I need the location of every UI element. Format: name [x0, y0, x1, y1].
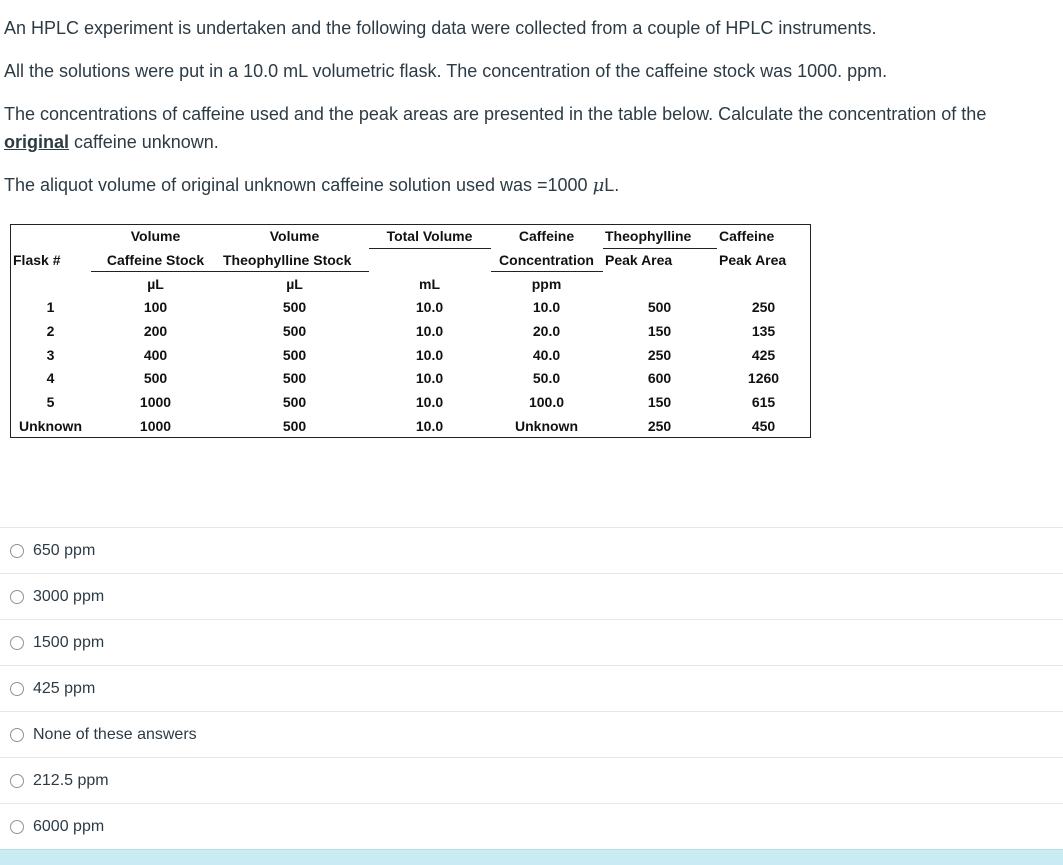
- header-cell: ppm: [491, 272, 603, 296]
- table-cell: 615: [717, 390, 811, 414]
- table-cell: 250: [717, 296, 811, 320]
- bottom-bar: [0, 849, 1063, 865]
- table-cell: 10.0: [369, 319, 491, 343]
- table-cell: 10.0: [491, 296, 603, 320]
- answer-list: [0, 527, 1063, 849]
- table-cell: 400: [91, 343, 221, 367]
- radio-button[interactable]: [10, 682, 24, 696]
- answer-option[interactable]: [0, 757, 1063, 803]
- table-cell: 600: [603, 367, 717, 391]
- table-cell: 200: [91, 319, 221, 343]
- table-cell: 250: [603, 414, 717, 438]
- table-cell: 500: [221, 343, 369, 367]
- answer-option[interactable]: [0, 527, 1063, 573]
- header-cell: Caffeine Stock: [91, 248, 221, 272]
- header-cell: [11, 272, 91, 296]
- header-cell: Flask #: [11, 248, 91, 272]
- table-cell: 425: [717, 343, 811, 367]
- table-cell: 1000: [91, 414, 221, 438]
- header-cell: µL: [221, 272, 369, 296]
- question-paragraph-1: An HPLC experiment is undertaken and the following data were collected from a couple of HPLC instruments.: [4, 18, 877, 38]
- table-cell: 1000: [91, 390, 221, 414]
- header-cell: mL: [369, 272, 491, 296]
- table-cell: 500: [221, 390, 369, 414]
- header-cell: Volume: [221, 225, 369, 249]
- header-cell: Caffeine: [491, 225, 603, 249]
- question-paragraph-4: [4, 171, 1054, 200]
- header-cell: Caffeine: [717, 225, 811, 249]
- header-cell: µL: [91, 272, 221, 296]
- radio-button[interactable]: [10, 728, 24, 742]
- table-cell: 135: [717, 319, 811, 343]
- answer-label[interactable]: 6000 ppm: [33, 817, 105, 835]
- table-cell: 500: [221, 367, 369, 391]
- table-cell: 500: [221, 296, 369, 320]
- answer-label[interactable]: None of these answers: [33, 725, 197, 743]
- table-cell: 500: [221, 319, 369, 343]
- table-cell: 4: [11, 367, 91, 391]
- header-cell: Theophylline Stock: [221, 248, 369, 272]
- data-table: [10, 224, 811, 438]
- question-paragraph-3-text: The concentrations of caffeine used and the peak areas are presented in the table below. Calculate the concentration of the: [4, 104, 987, 124]
- header-row-2: [11, 248, 811, 272]
- question-paragraph-4-text: The aliquot volume of original unknown caffeine solution used was =1000: [4, 175, 593, 195]
- table-cell: 5: [11, 390, 91, 414]
- header-cell: Peak Area: [603, 248, 717, 272]
- table-cell: 1: [11, 296, 91, 320]
- header-cell: Volume: [91, 225, 221, 249]
- header-cell: Concentration: [491, 248, 603, 272]
- radio-button[interactable]: [10, 774, 24, 788]
- table-cell: Unknown: [491, 414, 603, 438]
- header-cell: [11, 225, 91, 249]
- table-cell: 250: [603, 343, 717, 367]
- header-cell: [717, 272, 811, 296]
- table-cell: 500: [221, 414, 369, 438]
- header-row-3: [11, 272, 811, 296]
- radio-button[interactable]: [10, 590, 24, 604]
- answer-option[interactable]: [0, 803, 1063, 849]
- radio-button[interactable]: [10, 636, 24, 650]
- table-cell: 10.0: [369, 343, 491, 367]
- question-paragraph-4-unit: L.: [604, 175, 620, 195]
- table-cell: 150: [603, 319, 717, 343]
- table-row: [11, 390, 811, 414]
- answer-option[interactable]: [0, 711, 1063, 757]
- question-paragraph-3-end: caffeine unknown.: [69, 132, 219, 152]
- table-row: [11, 367, 811, 391]
- table-cell: 20.0: [491, 319, 603, 343]
- question-paragraph-2: All the solutions were put in a 10.0 mL volumetric flask. The concentration of the caffeine stock was 1000. ppm.: [4, 61, 888, 81]
- answer-label[interactable]: 650 ppm: [33, 541, 96, 559]
- table-row: [11, 343, 811, 367]
- radio-button[interactable]: [10, 544, 24, 558]
- table-cell: 500: [603, 296, 717, 320]
- table-row: [11, 414, 811, 438]
- table-cell: 10.0: [369, 414, 491, 438]
- table-cell: 1260: [717, 367, 811, 391]
- header-cell: Theophylline: [603, 225, 717, 249]
- table-cell: 10.0: [369, 390, 491, 414]
- table-cell: 100: [91, 296, 221, 320]
- answer-label[interactable]: 212.5 ppm: [33, 771, 109, 789]
- table-row: [11, 319, 811, 343]
- table-cell: 100.0: [491, 390, 603, 414]
- table-cell: 450: [717, 414, 811, 438]
- header-cell: Peak Area: [717, 248, 811, 272]
- answer-label[interactable]: 1500 ppm: [33, 633, 105, 651]
- question-paragraph-3: [4, 100, 1054, 156]
- table-cell: 3: [11, 343, 91, 367]
- radio-button[interactable]: [10, 820, 24, 834]
- table-cell: 150: [603, 390, 717, 414]
- answer-label[interactable]: 3000 ppm: [33, 587, 105, 605]
- table-cell: 10.0: [369, 296, 491, 320]
- answer-label[interactable]: 425 ppm: [33, 679, 96, 697]
- data-table-image: [8, 222, 816, 442]
- header-row-1: [11, 225, 811, 249]
- header-cell: [603, 272, 717, 296]
- answer-option[interactable]: [0, 619, 1063, 665]
- table-cell: 10.0: [369, 367, 491, 391]
- answer-option[interactable]: [0, 665, 1063, 711]
- emphasis-original: original: [4, 132, 70, 152]
- table-cell: 50.0: [491, 367, 603, 391]
- table-cell: 2: [11, 319, 91, 343]
- header-cell: [369, 248, 491, 272]
- table-cell: Unknown: [11, 414, 91, 438]
- table-cell: 40.0: [491, 343, 603, 367]
- header-cell: Total Volume: [369, 225, 491, 249]
- table-cell: 500: [91, 367, 221, 391]
- table-row: [11, 296, 811, 320]
- answer-option[interactable]: [0, 573, 1063, 619]
- mu-symbol: μ: [592, 175, 605, 196]
- question-text: [4, 14, 1054, 215]
